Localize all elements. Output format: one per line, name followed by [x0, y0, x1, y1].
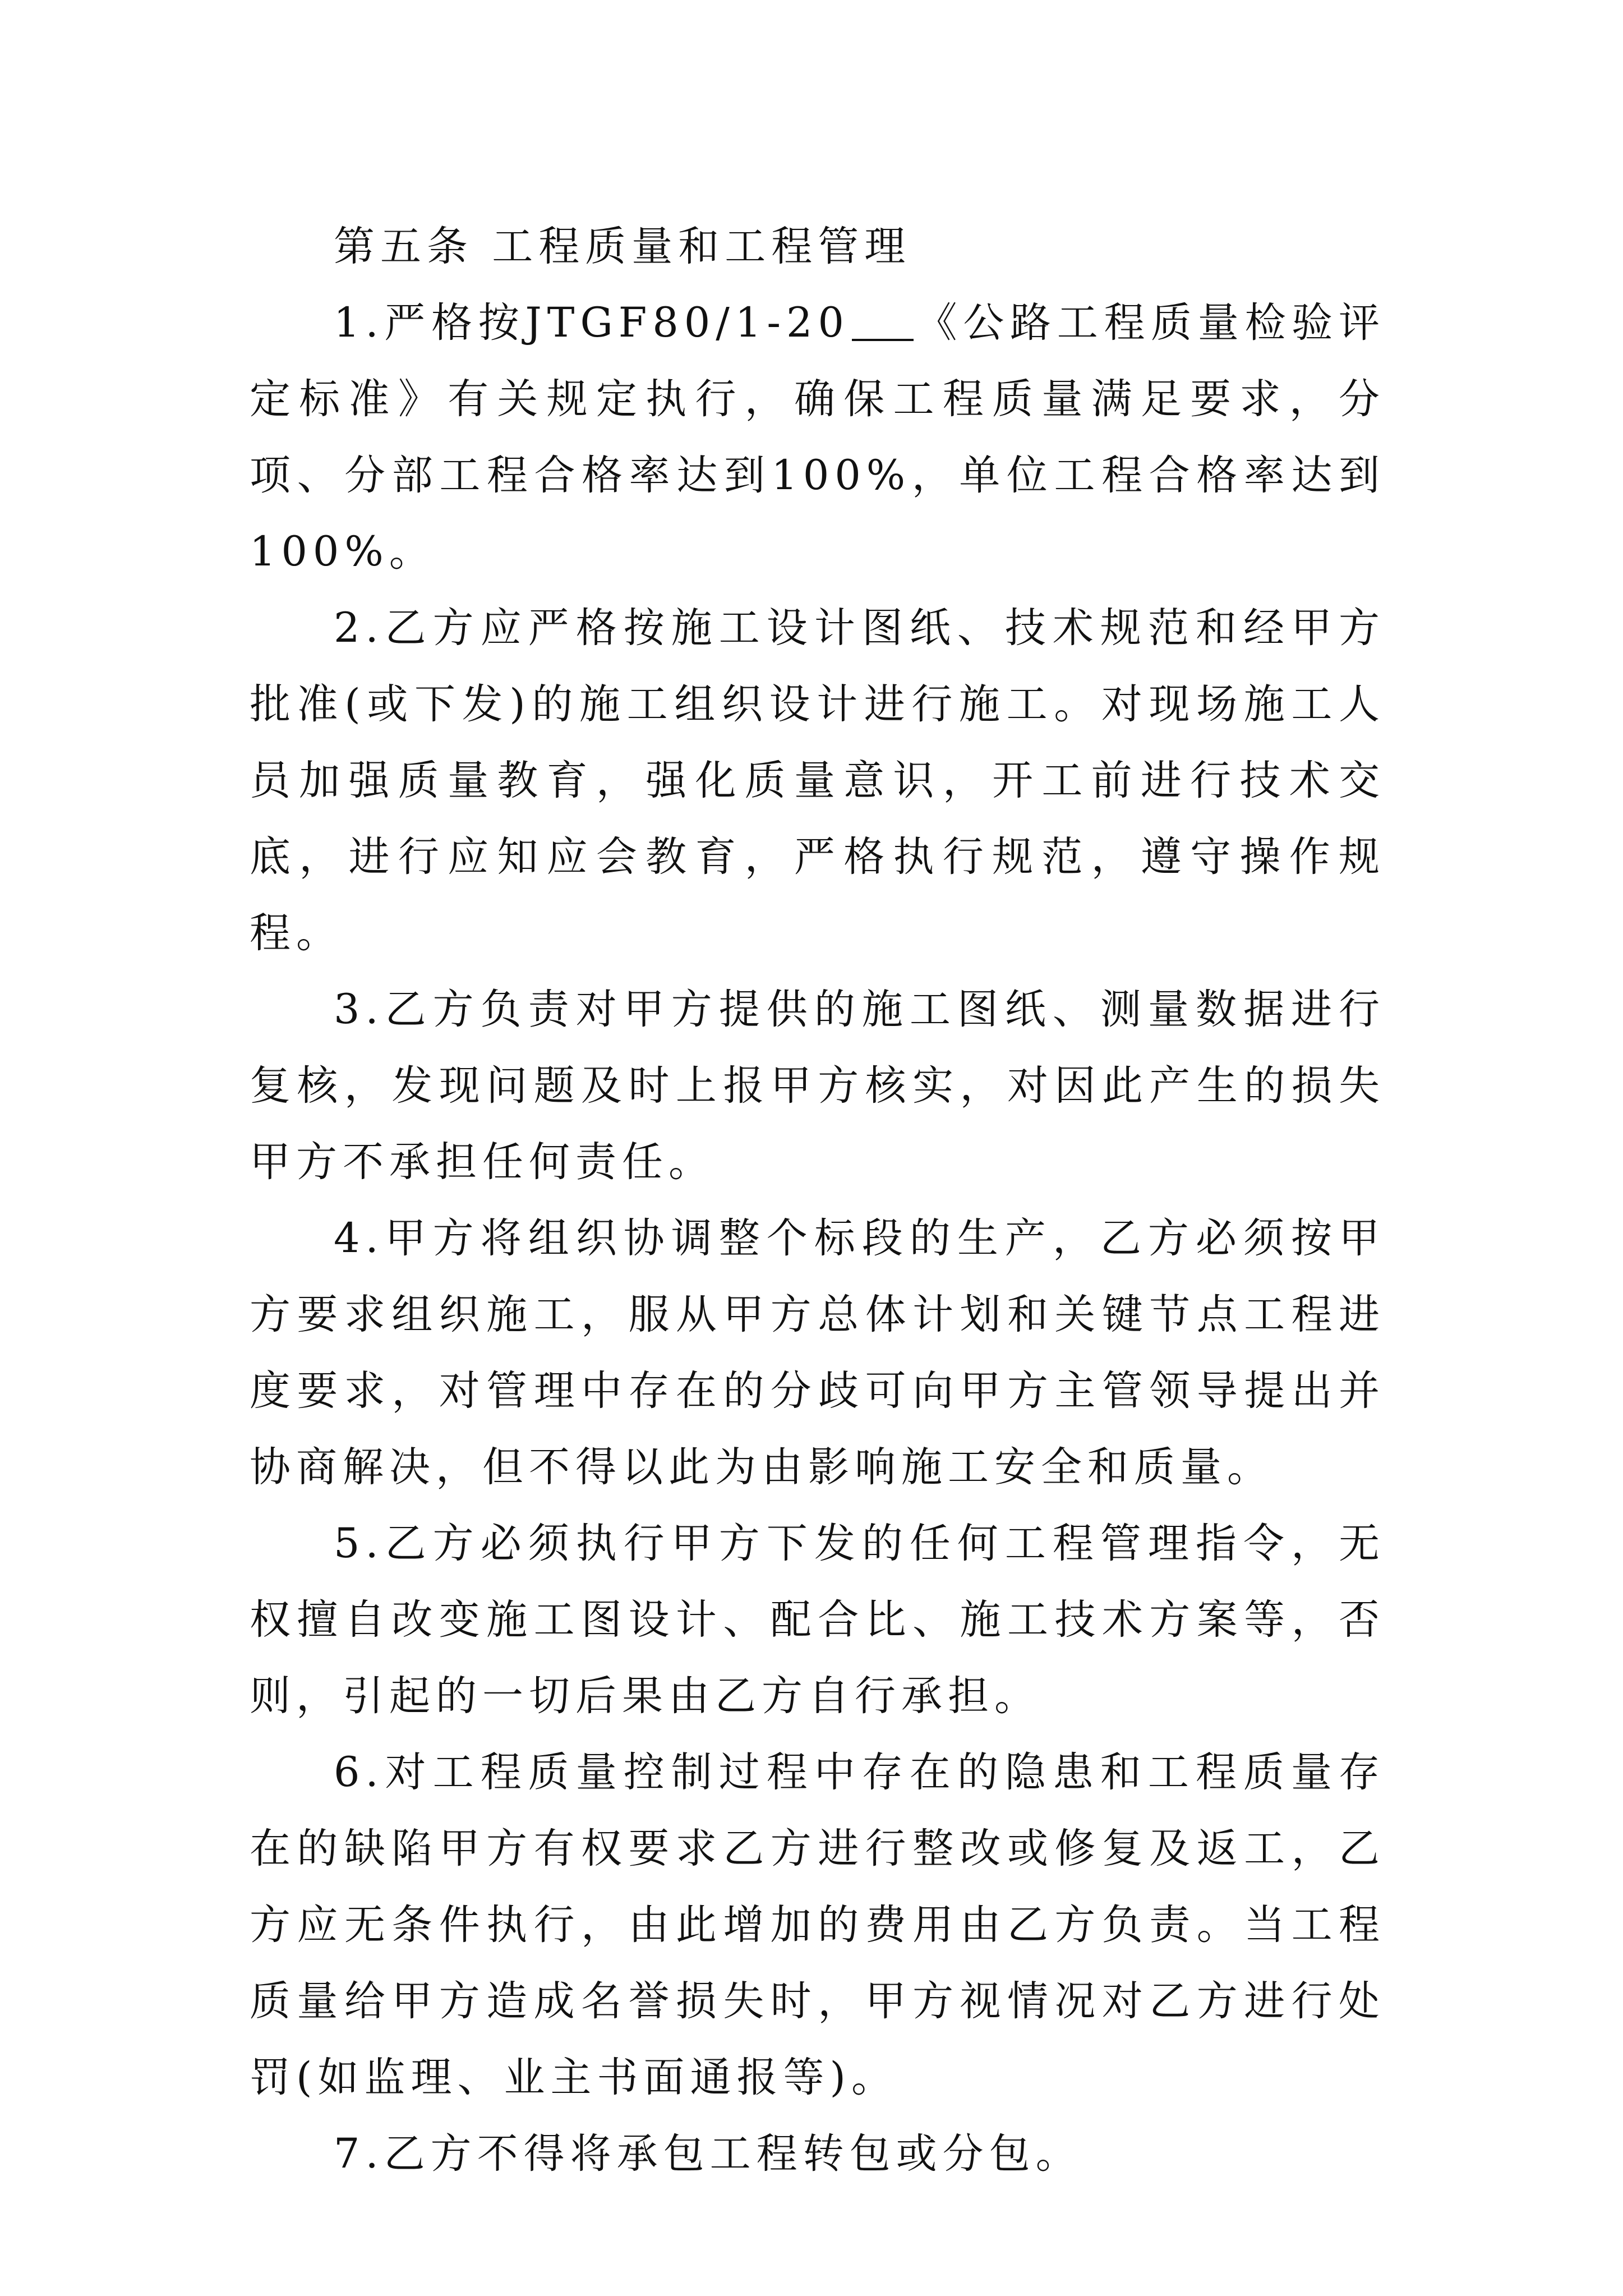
clause-item-1-start: 1.严格按JTGF80/1-20 [334, 299, 850, 347]
fill-in-blank [852, 298, 914, 341]
clause-item-2: 2.乙方应严格按施工设计图纸、技术规范和经甲方批准(或下发)的施工组织设计进行施工。对现场施工人员加强质量教育，强化质量意识，开工前进行技术交底，进行应知应会教育，严格执行规范，遵守操作规程。 [250, 604, 1385, 957]
clause-item-7: 7.乙方不得将承包工程转包或分包。 [334, 2130, 1082, 2178]
clause-item-5: 5.乙方必须执行甲方下发的任何工程管理指令，无权擅自改变施工图设计、配合比、施工技术方案等，否则，引起的一切后果由乙方自行承担。 [250, 1520, 1385, 1720]
clause-item-1-rest: 《公路工程质量检验评定标准》有关规定执行，确保工程质量满足要求，分项、分部工程合格率达到100%，单位工程合格率达到100%。 [250, 299, 1386, 576]
document-body [250, 209, 1385, 2192]
clause-item-6: 6.对工程质量控制过程中存在的隐患和工程质量存在的缺陷甲方有权要求乙方进行整改或修复及返工，乙方应无条件执行，由此增加的费用由乙方负责。当工程质量给甲方造成名誉损失时，甲方视情况对乙方进行处罚(如监理、业主书面通报等)。 [250, 1749, 1385, 2101]
clause-item-3: 3.乙方负责对甲方提供的施工图纸、测量数据进行复核，发现问题及时上报甲方核实，对因此产生的损失甲方不承担任何责任。 [250, 986, 1385, 1186]
section-heading: 第五条 工程质量和工程管理 [334, 223, 911, 270]
clause-item-1 [250, 285, 1385, 590]
clause-item-4: 4.甲方将组织协调整个标段的生产，乙方必须按甲方要求组织施工，服从甲方总体计划和关键节点工程进度要求，对管理中存在的分歧可向甲方主管领导提出并协商解决，但不得以此为由影响施工安全和质量。 [250, 1214, 1385, 1491]
